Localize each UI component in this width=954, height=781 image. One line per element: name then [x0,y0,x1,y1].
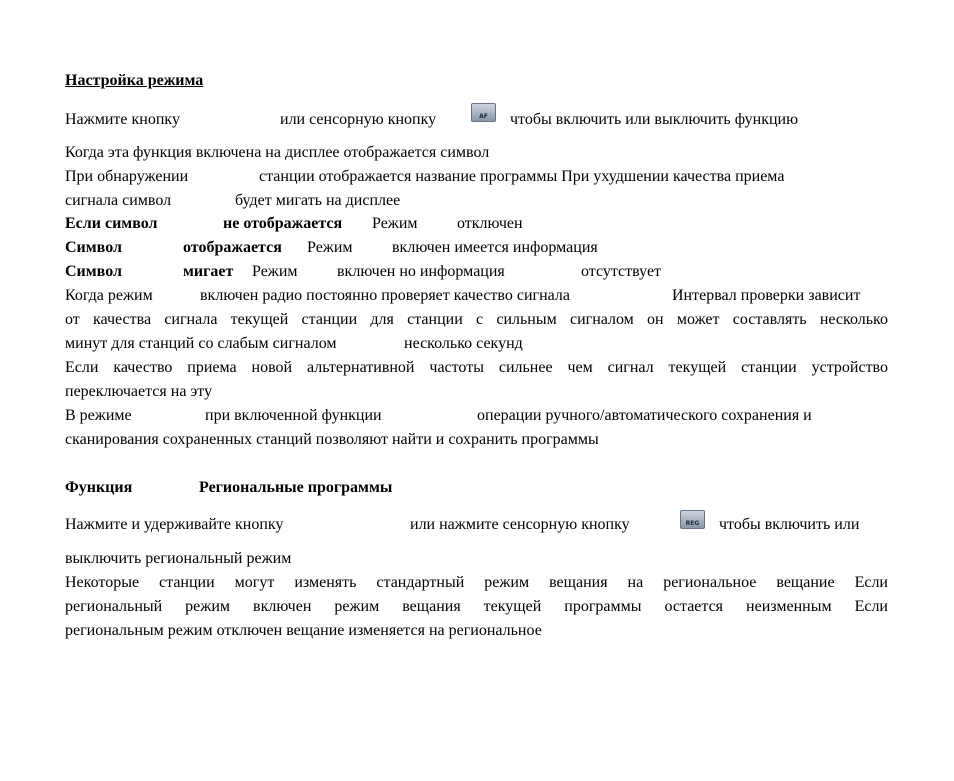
paragraph-line: Когда режим включен радио постоянно проверяет качество сигнала Интервал проверки зависит [65,287,861,304]
paragraph-line: Если символ не отображается Режим отключен [65,215,523,232]
text-fragment: Нажмите кнопку [65,111,180,128]
paragraph-line: Символ мигает Режим включен но информация отсутствует [65,263,662,280]
section-title-mode-settings: Настройка режима [65,72,204,89]
paragraph-line: региональный режим включен режим вещания текущей программы остается неизменным Если [65,598,888,615]
af-touch-button-icon: AF [471,103,496,122]
paragraph-line: При обнаружении станции отображается название программы При ухудшении качества приема [65,168,785,185]
paragraph-line: минут для станций со слабым сигналом несколько секунд [65,335,523,352]
paragraph-line [65,110,855,130]
paragraph-line: сканирования сохраненных станций позволяют найти и сохранить программы [65,431,599,448]
paragraph-line: региональным режим отключен вещание изменяется на региональное [65,622,542,639]
text-fragment: чтобы включить или выключить функцию [510,111,799,128]
section-title-regional-programs: Функция Региональные программы [65,479,393,496]
paragraph-line: переключается на эту [65,383,213,400]
paragraph-line: от качества сигнала текущей станции для станции с сильным сигналом он может составлять несколько [65,311,888,328]
text-fragment: или сенсорную кнопку [280,111,437,128]
paragraph-line: выключить региональный режим [65,550,292,567]
paragraph-line: Символ отображается Режим включен имеется информация [65,239,598,256]
paragraph-line: Если качество приема новой альтернативной частоты сильнее чем сигнал текущей станции устройство [65,359,888,376]
reg-touch-button-icon: REG [680,510,705,529]
paragraph-line: В режиме при включенной функции операции ручного/автоматического сохранения и [65,407,812,424]
paragraph-line: Некоторые станции могут изменять стандартный режим вещания на региональное вещание Если [65,574,888,591]
paragraph-line: Когда эта функция включена на дисплее отображается символ [65,144,490,161]
paragraph-line: Нажмите и удерживайте кнопку или нажмите сенсорную кнопку REG чтобы включить или [65,515,888,535]
paragraph-line: сигнала символ будет мигать на дисплее [65,192,401,209]
